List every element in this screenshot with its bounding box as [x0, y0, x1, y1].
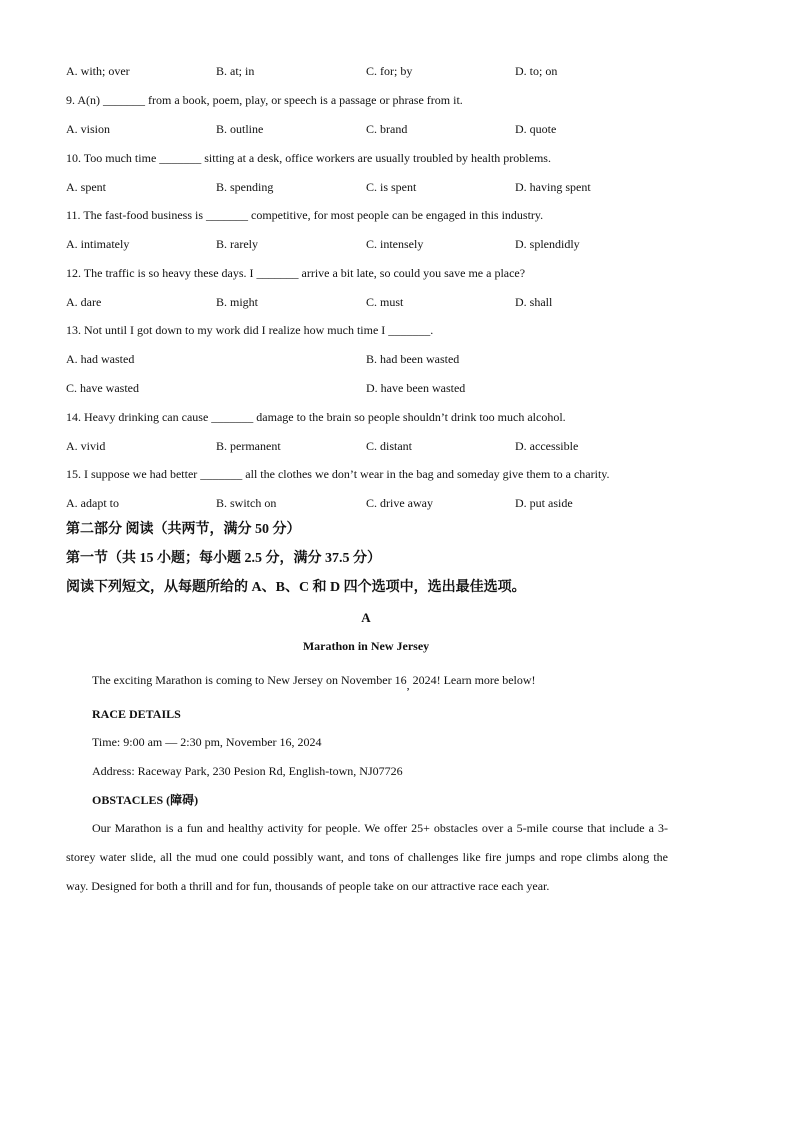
passage-title: Marathon in New Jersey	[302, 639, 430, 653]
obstacles-paragraph: Our Marathon is a fun and healthy activity for people. We offer 25+ obstacles over a 5-mile course that include a 3-storey water slide, all the mud one could possibly want, and tons of challenges like fire jumps and rope climbs along the way. Designed for both a thrill and for fun, thousands of people take on our attractive race each year.	[66, 821, 668, 893]
option-a: A. vision	[66, 122, 111, 136]
option-c: C. drive away	[366, 496, 433, 510]
option-d: D. splendidly	[515, 237, 580, 251]
race-time: Time: 9:00 am — 2:30 pm, November 16, 2024	[92, 735, 322, 749]
option-c: C. intensely	[366, 237, 424, 251]
option-b: B. spending	[216, 180, 274, 194]
option-c: C. brand	[366, 122, 408, 136]
option-d: D. quote	[515, 122, 557, 136]
passage-intro	[92, 667, 536, 692]
obstacles-heading: OBSTACLES (障碍)	[92, 793, 199, 807]
question-stem: 9. A(n) _______ from a book, poem, play, or speech is a passage or phrase from it.	[66, 93, 463, 107]
option-b: B. permanent	[216, 439, 281, 453]
question-stem: 13. Not until I got down to my work did I realize how much time I _______.	[66, 323, 434, 337]
option-d: D. accessible	[515, 439, 579, 453]
option-a: A. with; over	[66, 64, 130, 78]
option-b: B. might	[216, 295, 259, 309]
question-stem: 15. I suppose we had better _______ all the clothes we don’t wear in the bag and someday give them to a charity.	[66, 467, 610, 481]
passage-letter: A	[361, 610, 371, 625]
option-b: B. switch on	[216, 496, 277, 510]
option-d: D. shall	[515, 295, 553, 309]
option-a: A. dare	[66, 295, 102, 309]
option-c: C. for; by	[366, 64, 413, 78]
question-stem: 12. The traffic is so heavy these days. I _______ arrive a bit late, so could you save me a place?	[66, 266, 526, 280]
option-b: B. at; in	[216, 64, 255, 78]
option-c: C. have wasted	[66, 381, 139, 395]
question-stem: 10. Too much time _______ sitting at a desk, office workers are usually troubled by health problems.	[66, 151, 551, 165]
intro-text-b: 2024! Learn more below!	[409, 673, 536, 687]
section-heading-part2: 第二部分 阅读（共两节，满分 50 分）	[66, 522, 301, 537]
option-d: D. have been wasted	[366, 381, 466, 395]
question-stem: 11. The fast-food business is _______ competitive, for most people can be engaged in this industry.	[66, 208, 544, 222]
option-b: B. outline	[216, 122, 264, 136]
intro-comma: ,	[406, 678, 410, 692]
question-stem: 14. Heavy drinking can cause _______ damage to the brain so people shouldn’t drink too much alcohol.	[66, 410, 566, 424]
race-address: Address: Raceway Park, 230 Pesion Rd, English-town, NJ07726	[92, 764, 403, 778]
option-a: A. intimately	[66, 237, 130, 251]
intro-text-a: The exciting Marathon is coming to New Jersey on November 16	[92, 673, 407, 687]
option-b: B. had been wasted	[366, 352, 460, 366]
option-d: D. having spent	[515, 180, 591, 194]
option-c: C. is spent	[366, 180, 417, 194]
option-d: D. put aside	[515, 496, 573, 510]
section-heading-sec1: 第一节（共 15 小题；每小题 2.5 分，满分 37.5 分）	[66, 551, 381, 566]
section-instruction: 阅读下列短文，从每题所给的 A、B、C 和 D 四个选项中，选出最佳选项。	[66, 580, 526, 595]
option-d: D. to; on	[515, 64, 558, 78]
option-c: C. distant	[366, 439, 413, 453]
option-a: A. adapt to	[66, 496, 119, 510]
option-a: A. spent	[66, 180, 106, 194]
option-a: A. had wasted	[66, 352, 135, 366]
race-details-heading: RACE DETAILS	[92, 707, 181, 721]
option-c: C. must	[366, 295, 404, 309]
option-b: B. rarely	[216, 237, 258, 251]
option-a: A. vivid	[66, 439, 106, 453]
